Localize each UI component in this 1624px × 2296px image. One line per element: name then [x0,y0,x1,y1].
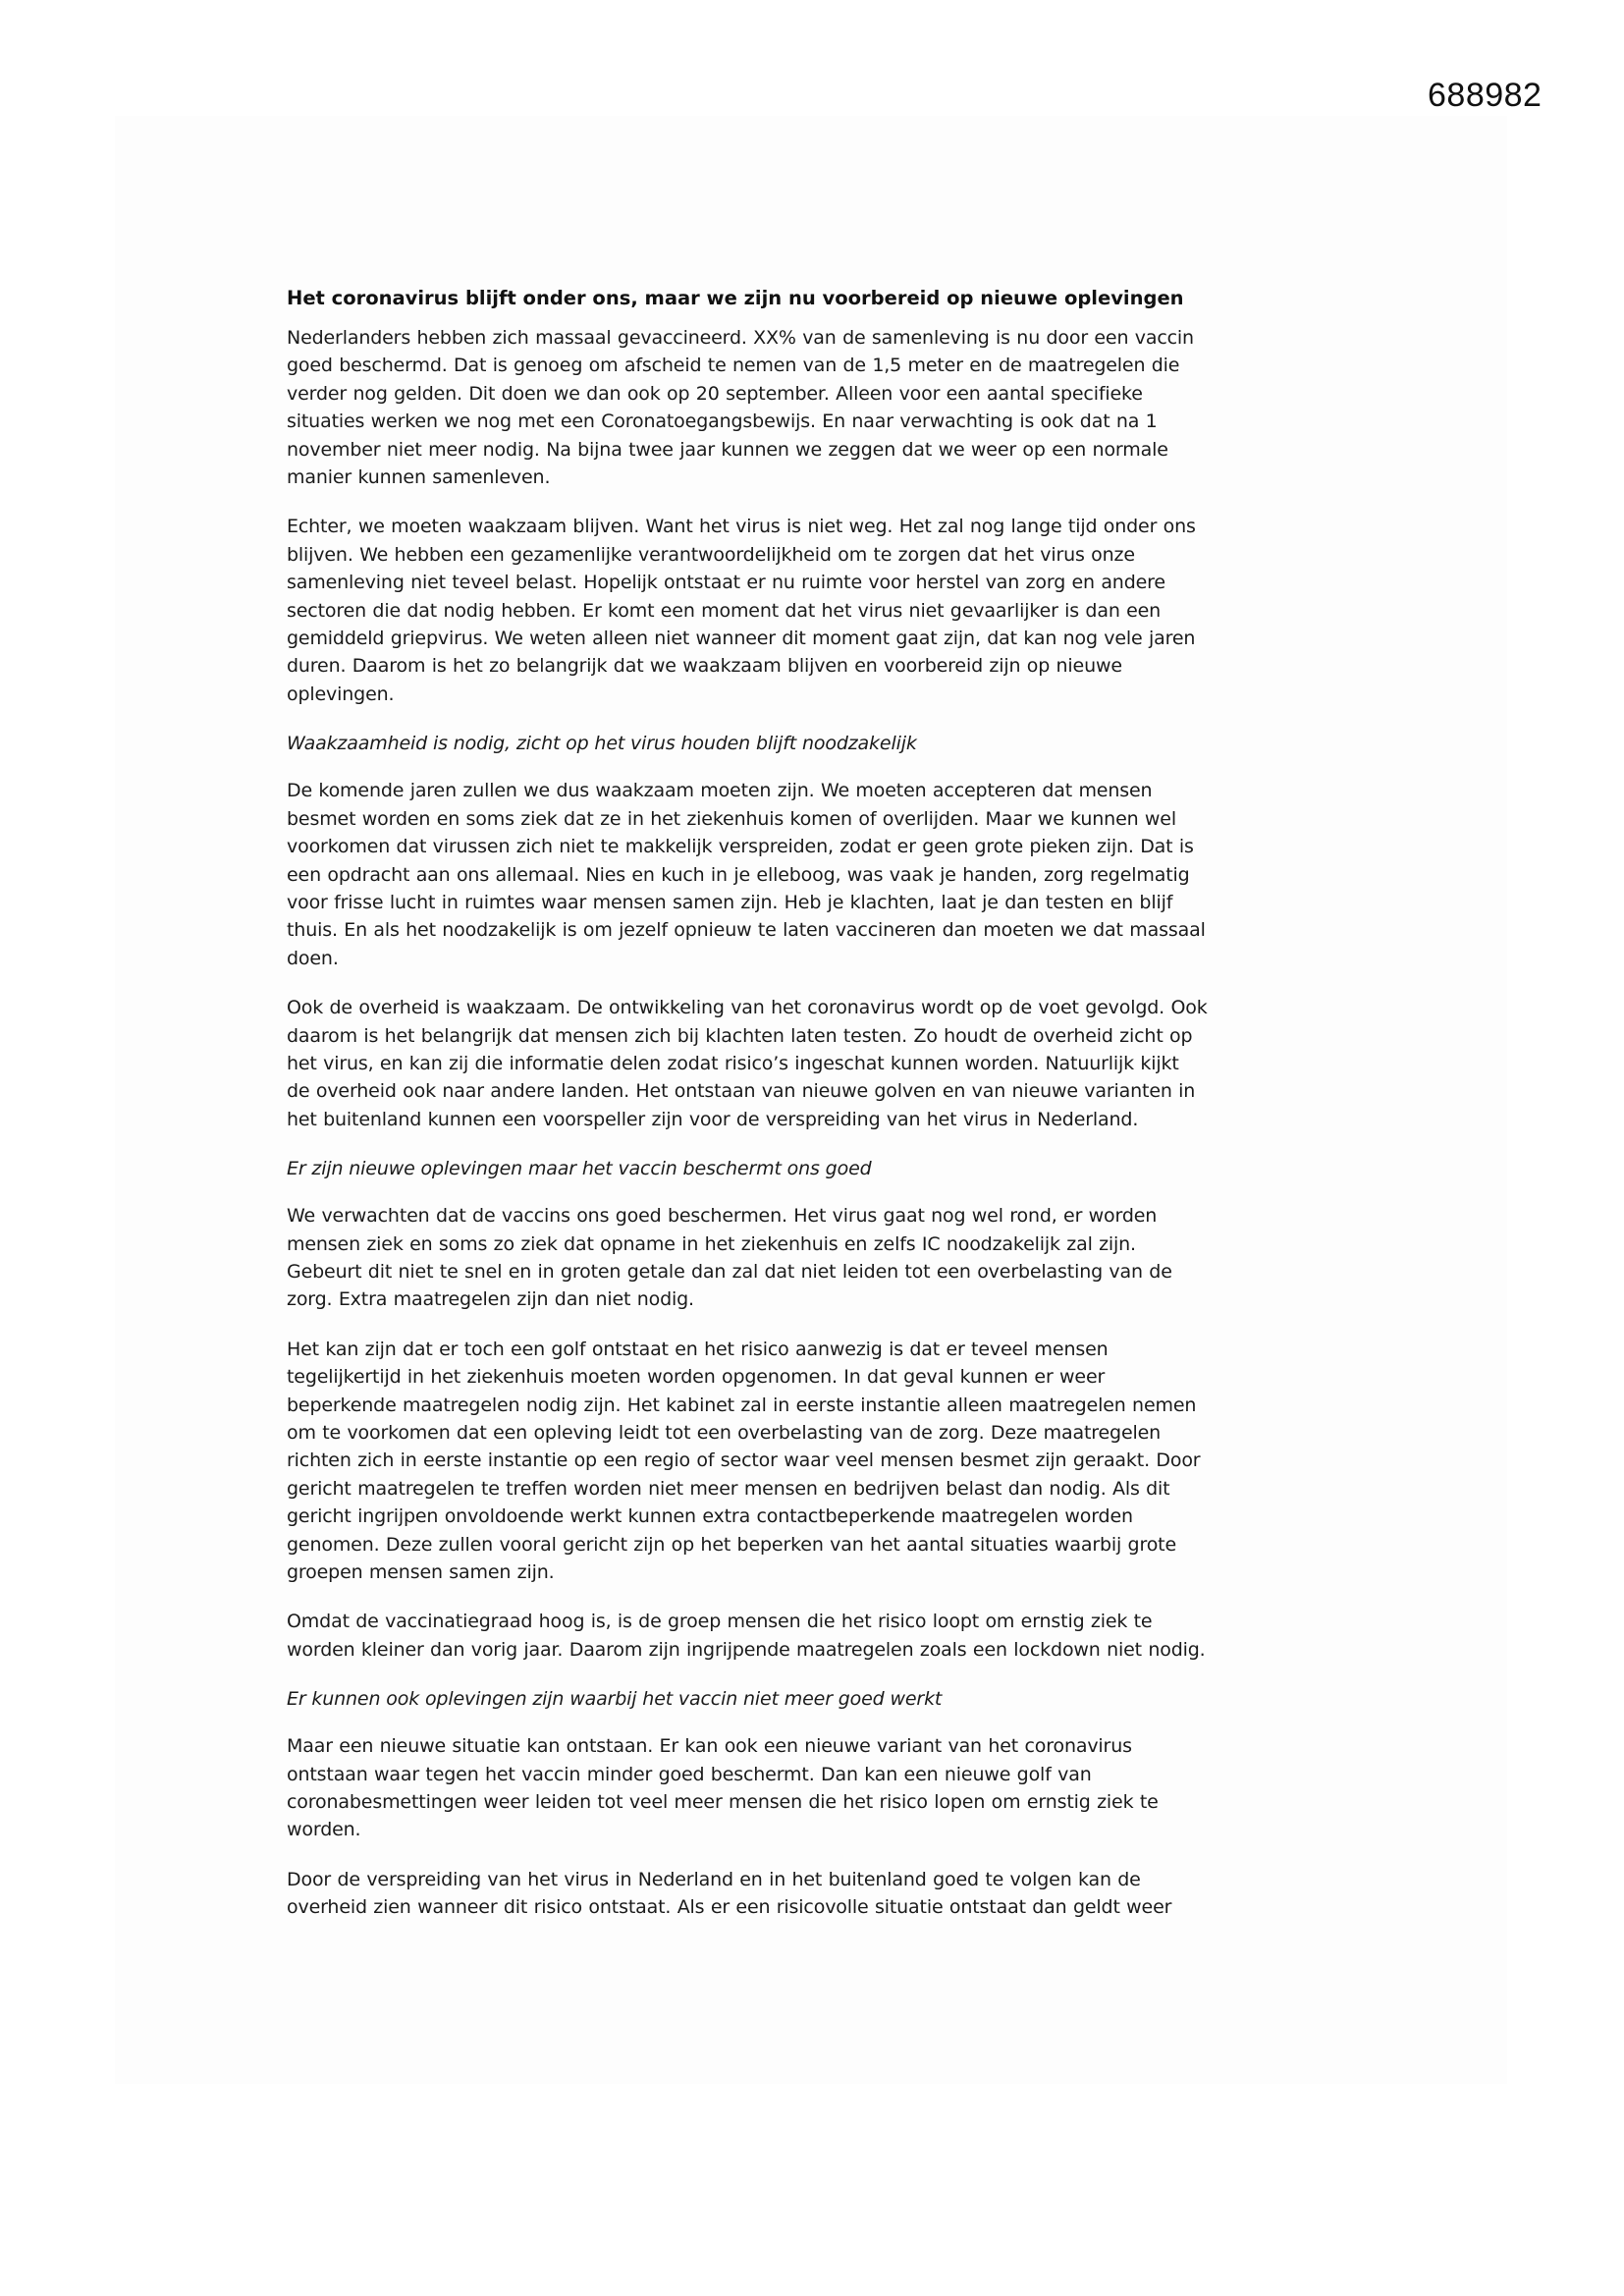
text-line: samenleving niet teveel belast. Hopelijk ontstaat er nu ruimte voor herstel van zorg en andere [287,572,1165,594]
paragraph [287,994,1357,1133]
text-line: om te voorkomen dat een opleving leidt tot een overbelasting van de zorg. Deze maatregelen [287,1422,1162,1444]
text-line: overheid zien wanneer dit risico ontstaat. Als er een risicovolle situatie ontstaat dan geldt weer [287,1896,1172,1919]
section-intro [287,324,1357,708]
section-subheading: Er kunnen ook oplevingen zijn waarbij het vaccin niet meer goed werkt [287,1688,943,1711]
text-line: manier kunnen samenleven. [287,466,551,489]
text-line: Echter, we moeten waakzaam blijven. Want het virus is niet weg. Het zal nog lange tijd onder ons [287,516,1196,538]
text-line: daarom is het belangrijk dat mensen zich bij klachten laten testen. Zo houdt de overheid zicht op [287,1024,1193,1047]
text-line: mensen ziek en soms zo ziek dat opname in het ziekenhuis en zelfs IC noodzakelijk zal zijn. [287,1232,1136,1255]
text-line: blijven. We hebben een gezamenlijke verantwoordelijkheid om te zorgen dat het virus onze [287,543,1135,566]
paragraph [287,777,1357,972]
text-line: genomen. Deze zullen vooral gericht zijn op het beperken van het aantal situaties waarbij grote [287,1533,1177,1556]
text-line: Omdat de vaccinatiegraad hoog is, is de groep mensen die het risico loopt om ernstig ziek te [287,1611,1153,1633]
text-line: tegelijkertijd in het ziekenhuis moeten worden opgenomen. In dat geval kunnen er weer [287,1366,1106,1389]
text-line: het virus, en kan zij die informatie delen zodat risico’s ingeschat kunnen worden. Natuurlijk kijkt [287,1052,1179,1074]
text-line: duren. Daarom is het zo belangrijk dat we waakzaam blijven en voorbereid zijn op nieuwe [287,655,1122,678]
paragraph [287,1866,1357,1922]
text-line: sectoren die dat nodig hebben. Er komt een moment dat het virus niet gevaarlijker is dan een [287,599,1162,622]
text-line: Nederlanders hebben zich massaal gevaccineerd. XX% van de samenleving is nu door een vaccin [287,327,1194,349]
text-line: doen. [287,947,339,969]
text-line: voor frisse lucht in ruimtes waar mensen samen zijn. Heb je klachten, laat je dan testen en blijf [287,891,1173,913]
text-line: zorg. Extra maatregelen zijn dan niet nodig. [287,1288,694,1311]
text-line: gemiddeld griepvirus. We weten alleen niet wanneer dit moment gaat zijn, dat kan nog vele jaren [287,628,1196,650]
text-line: voorkomen dat virussen zich niet te makkelijk verspreiden, zodat er geen grote pieken zijn. Dat is [287,836,1194,858]
text-line: gericht maatregelen te treffen worden niet meer mensen en bedrijven belast dan nodig. Als dit [287,1477,1170,1500]
section-subheading: Waakzaamheid is nodig, zicht op het virus houden blijft noodzakelijk [287,733,917,755]
text-line: coronabesmettingen weer leiden tot veel meer mensen die het risico lopen om ernstig ziek te [287,1791,1159,1814]
text-line: groepen mensen samen zijn. [287,1561,555,1584]
paragraph [287,1732,1357,1844]
text-line: situaties werken we nog met een Coronatoegangsbewijs. En naar verwachting is ook dat na 1 [287,410,1158,433]
section-vaccin-werkt-niet [287,1685,1357,1921]
text-line: beperkende maatregelen nodig zijn. Het kabinet zal in eerste instantie alleen maatregelen nemen [287,1394,1197,1416]
text-line: Door de verspreiding van het virus in Nederland en in het buitenland goed te volgen kan de [287,1868,1141,1890]
text-line: ontstaan waar tegen het vaccin minder goed beschermt. Dan kan een nieuwe golf van [287,1763,1092,1785]
text-line: goed beschermd. Dat is genoeg om afscheid te nemen van de 1,5 meter en de maatregelen die [287,355,1180,377]
text-line: verder nog gelden. Dit doen we dan ook op 20 september. Alleen voor een aantal specifieke [287,382,1143,405]
text-line: Het kan zijn dat er toch een golf ontstaat en het risico aanwezig is dat er teveel mensen [287,1338,1109,1360]
section-subheading: Er zijn nieuwe oplevingen maar het vaccin beschermt ons goed [287,1158,872,1180]
text-line: oplevingen. [287,683,395,705]
paragraph [287,1608,1357,1664]
section-waakzaamheid [287,730,1357,1133]
paragraph [287,324,1357,491]
text-line: een opdracht aan ons allemaal. Nies en kuch in je elleboog, was vaak je handen, zorg regelmatig [287,863,1190,886]
section-vaccin-beschermt [287,1155,1357,1664]
text-line: november niet meer nodig. Na bijna twee jaar kunnen we zeggen dat we weer op een normale [287,438,1168,461]
paragraph [287,1202,1357,1314]
text-line: worden kleiner dan vorig jaar. Daarom zijn ingrijpende maatregelen zoals een lockdown niet nodig. [287,1638,1206,1661]
text-line: We verwachten dat de vaccins ons goed beschermen. Het virus gaat nog wel rond, er worden [287,1205,1158,1228]
document-id: 688982 [1428,77,1543,114]
text-line: richten zich in eerste instantie op een regio of sector waar veel mensen besmet zijn geraakt. Door [287,1449,1201,1472]
paragraph [287,1336,1357,1587]
text-line: Maar een nieuwe situatie kan ontstaan. Er kan ook een nieuwe variant van het coronavirus [287,1735,1132,1758]
text-line: Ook de overheid is waakzaam. De ontwikkeling van het coronavirus wordt op de voet gevolgd. Ook [287,997,1208,1019]
text-line: thuis. En als het noodzakelijk is om jezelf opnieuw te laten vaccineren dan moeten we dat massaal [287,919,1206,942]
text-line: gericht ingrijpen onvoldoende werkt kunnen extra contactbeperkende maatregelen worden [287,1505,1133,1528]
text-line: Gebeurt dit niet te snel en in groten getale dan zal dat niet leiden tot een overbelasting van de [287,1260,1172,1283]
text-line: het buitenland kunnen een voorspeller zijn voor de verspreiding van het virus in Nederland. [287,1108,1139,1130]
paragraph [287,513,1357,708]
text-line: besmet worden en soms ziek dat ze in het ziekenhuis komen of overlijden. Maar we kunnen wel [287,807,1176,830]
text-line: De komende jaren zullen we dus waakzaam moeten zijn. We moeten accepteren dat mensen [287,780,1153,802]
document-body [287,285,1357,1943]
text-line: worden. [287,1819,361,1841]
text-line: de overheid ook naar andere landen. Het ontstaan van nieuwe golven en van nieuwe varianten in [287,1080,1196,1103]
document-title: Het coronavirus blijft onder ons, maar we zijn nu voorbereid op nieuwe oplevingen [287,287,1184,309]
